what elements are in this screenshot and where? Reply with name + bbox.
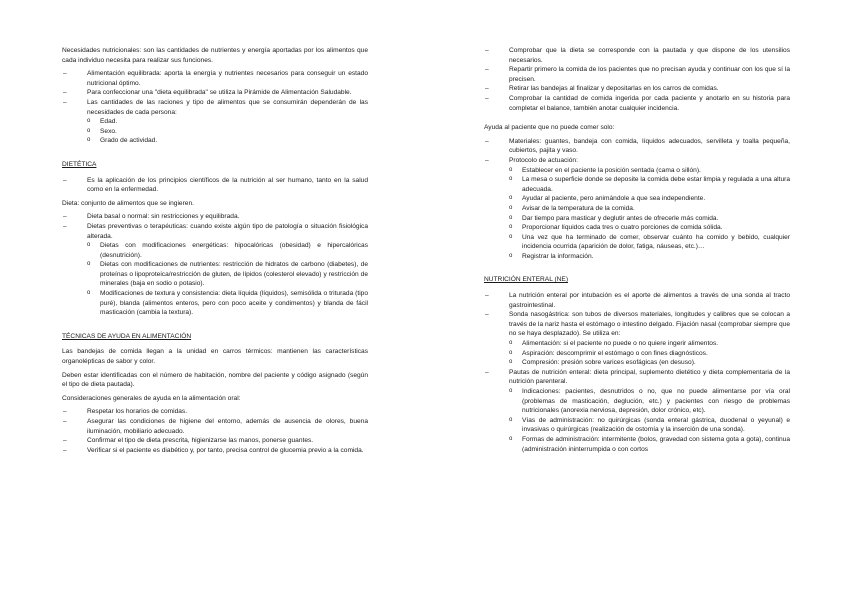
sublist-item: o Registrar la información. <box>509 252 790 262</box>
ayuda-list <box>484 137 790 262</box>
sublist-item: o Aspiración: descomprimir el estómago o con fines diagnósticos. <box>509 349 790 359</box>
list-item <box>484 156 790 262</box>
dietetica-list <box>62 176 368 195</box>
list-item-text: Las cantidades de las raciones y tipo de alimentos que se consumirán dependerán de las necesidades de cada persona: <box>87 98 368 116</box>
sublist-item: o Alimentación: si el paciente no puede o no quiere ingerir alimentos. <box>509 339 790 349</box>
section-heading-nutricion-enteral: NUTRICIÓN ENTERAL (NE) <box>484 276 569 284</box>
list-item-text: Protocolo de actuación: <box>509 156 578 164</box>
sublist-item: o Proporcionar líquidos cada tres o cuatro porciones de comida sólida. <box>509 223 790 233</box>
sublist-item: o Establecer en el paciente la posición sentada (cama o sillón). <box>509 166 790 176</box>
list-item: – Para confeccionar una "dieta equilibrada" se utiliza la Pirámide de Alimentación Saludable. <box>62 88 368 98</box>
list-item: – Es la aplicación de los principios científicos de la nutrición al ser humano, tanto en la salud como en la enfermedad. <box>62 176 368 195</box>
list-item <box>62 222 368 318</box>
needs-sublist <box>87 117 368 146</box>
dieta-list <box>62 212 368 318</box>
list-item: – La nutrición enteral por intubación es el aporte de alimentos a través de una sonda al tracto gastrointestinal. <box>484 291 790 310</box>
tecnicas-paragraph: Consideraciones generales de ayuda en la alimentación oral: <box>62 394 241 402</box>
dieta-sublist <box>87 241 368 318</box>
ne-list <box>484 291 790 454</box>
list-item: – Repartir primero la comida de los pacientes que no precisan ayuda y continuar con los que sí la precisen. <box>484 65 790 84</box>
tecnicas-paragraph: Las bandejas de comida llegan a la unidad en carros térmicos: mantienen las características organolépticas de sabor y color. <box>62 348 368 366</box>
list-item-text: Sonda nasogástrica: son tubos de diversos materiales, longitudes y calibres que se colocan a través de la nariz hasta el estómago o intestino delgado. Fijación nasal (comprobar siempre que no se haya desplazado). Se utiliza en: <box>509 311 790 338</box>
section-heading-dietetica: DIETÉTICA <box>62 160 97 168</box>
section-heading-tecnicas: TÉCNICAS DE AYUDA EN ALIMENTACIÓN <box>62 332 192 340</box>
ayuda-heading: Ayuda al paciente que no puede comer solo: <box>484 124 615 132</box>
list-item: – Confirmar el tipo de dieta prescrita, higienizarse las manos, ponerse guantes. <box>62 436 368 446</box>
list-item: – Retirar las bandejas al finalizar y depositarlas en los carros de comidas. <box>484 84 790 94</box>
sublist-item: o Dietas con modificaciones energéticas: hipocalóricas (obesidad) e hipercalóricas (desnutrición). <box>87 241 368 260</box>
list-item: – Respetar los horarios de comidas. <box>62 407 368 417</box>
sublist-item: o Indicaciones: pacientes, desnutridos o no, que no puede alimentarse por vía oral (problemas de masticación, deglución, etc.) y pacientes con riesgo de problemas nutricionales (anorexia nerviosa, depresión, dolor crónico, etc). <box>509 387 790 416</box>
list-item <box>484 310 790 368</box>
tecnicas-continued-list <box>484 46 790 113</box>
intro-paragraph: Necesidades nutricionales: son las cantidades de nutrientes y energía aportadas por los alimentos que cada individuo necesita para realizar sus funciones. <box>62 47 368 64</box>
dieta-definition: Dieta: conjunto de alimentos que se ingieren. <box>62 199 194 207</box>
tecnicas-paragraph: Deben estar identificadas con el número de habitación, nombre del paciente y código asignado (según el tipo de dieta pautada). <box>62 371 368 389</box>
list-item: – Comprobar que la dieta se corresponde con la pautada y que dispone de los utensilios necesarios. <box>484 46 790 65</box>
intro-list <box>62 69 368 146</box>
list-item-text: Dietas preventivas o terapéuticas: cuando existe algún tipo de patología o situación fisiológica alterada. <box>87 222 368 240</box>
list-item-text: Pautas de nutrición enteral: dieta principal, suplemento dietético y dieta complementaria de la nutrición parenteral. <box>509 368 790 386</box>
sublist-item: o Dietas con modificaciones de nutrientes: restricción de hidratos de carbono (diabetes), de proteínas o lipoproteica/restricción de gluten, de lípidos (colesterol elevado) y restricción de minerales (baja en sodio o potasio). <box>87 260 368 289</box>
sublist-item: o La mesa o superficie donde se deposite la comida debe estar limpia y regulada a una altura adecuada. <box>509 175 790 194</box>
list-item: – Materiales: guantes, bandeja con comida, líquidos adecuados, servilleta y toalla pequeña, cubiertos, pajita y vaso. <box>484 137 790 156</box>
right-column <box>484 46 790 458</box>
sublist-item: o Grado de actividad. <box>87 136 368 146</box>
sublist-item: o Una vez que ha terminado de comer, observar cuánto ha comido y bebido, cualquier incidencia ocurrida (aparición de dolor, fatiga, náuseas, etc.)… <box>509 233 790 252</box>
list-item: – Alimentación equilibrada: aporta la energía y nutrientes necesarios para conseguir un estado nutricional óptimo. <box>62 69 368 88</box>
sublist-item: o Avisar de la temperatura de la comida. <box>509 204 790 214</box>
list-item: – Comprobar la cantidad de comida ingerida por cada paciente y anotarlo en su historia para completar el balance, también anotar cualquier incidencia. <box>484 94 790 113</box>
list-item: – Asegurar las condiciones de higiene del entorno, además de ausencia de olores, buena iluminación, mobiliario adecuado. <box>62 417 368 436</box>
pautas-sublist <box>509 387 790 454</box>
sublist-item: o Sexo. <box>87 127 368 137</box>
sublist-item: o Vías de administración: no quirúrgicas (sonda enteral gástrica, duodenal o yeyunal) e invasivas o quirúrgicas (realización de ostomía y la inserción de una sonda). <box>509 416 790 435</box>
list-item: – Dieta basal o normal: sin restricciones y equilibrada. <box>62 212 368 222</box>
sublist-item: o Modificaciones de textura y consistencia: dieta líquida (líquidos), semisólida o triturada (tipo puré), blanda (alimentos enteros, pero con poco aceite y condimentos) y blanda de fácil masticación (cambia la textura). <box>87 289 368 318</box>
tecnicas-list <box>62 407 368 455</box>
sonda-sublist <box>509 339 790 368</box>
sublist-item: o Ayudar al paciente, pero animándole a que sea independiente. <box>509 194 790 204</box>
list-item <box>62 98 368 146</box>
sublist-item: o Edad. <box>87 117 368 127</box>
list-item: – Verificar si el paciente es diabético y, por tanto, precisa control de glucemia previo a la comida. <box>62 446 368 456</box>
sublist-item: o Dar tiempo para masticar y deglutir antes de ofrecerle más comida. <box>509 214 790 224</box>
sublist-item: o Compresión: presión sobre varices esofágicas (en desuso). <box>509 358 790 368</box>
list-item <box>484 368 790 454</box>
left-column <box>62 46 368 459</box>
protocolo-sublist <box>509 166 790 262</box>
sublist-item: o Formas de administración: intermitente (bolos, gravedad con sistema gota a gota), continua (administración ininterrumpida o con cortos <box>509 435 790 454</box>
